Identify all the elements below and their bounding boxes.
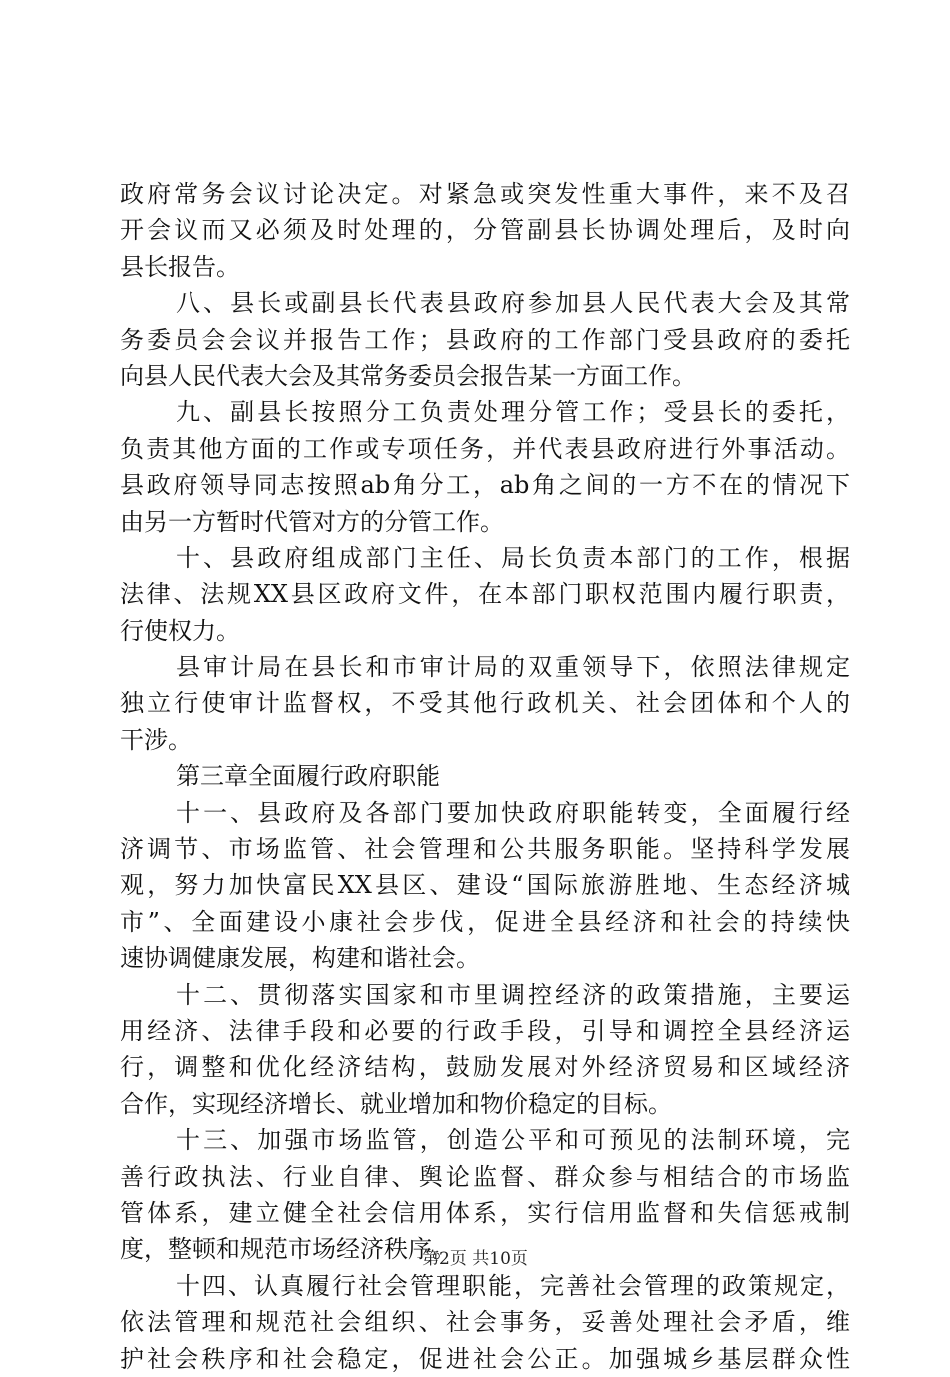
paragraph-first-line: 九、副县长按照分工负责处理分管工作；受县长的委托， (176, 398, 850, 427)
paragraph-line: 善行政执法、行业自律、舆论监督、群众参与相结合的市场监 (120, 1162, 850, 1191)
paragraph-line: 开会议而又必须及时处理的，分管副县长协调处理后，及时向 (120, 216, 850, 245)
paragraph-first-line: 十四、认真履行社会管理职能，完善社会管理的政策规定， (176, 1271, 850, 1300)
paragraph-first-line: 十、县政府组成部门主任、局长负责本部门的工作，根据 (176, 543, 850, 572)
paragraph-line: 法律、法规XX县区政府文件，在本部门职权范围内履行职责， (120, 580, 850, 609)
paragraph-line: 市”、全面建设小康社会步伐，促进全县经济和社会的持续快 (120, 907, 850, 936)
paragraph-first-line: 十一、县政府及各部门要加快政府职能转变，全面履行经 (176, 798, 850, 827)
page-number-footer: 第2页 共10页 (422, 1249, 528, 1269)
paragraph-line: 合作，实现经济增长、就业增加和物价稳定的目标。 (120, 1089, 672, 1118)
paragraph-line: 政府常务会议讨论决定。对紧急或突发性重大事件，来不及召 (120, 180, 850, 208)
paragraph-line: 用经济、法律手段和必要的行政手段，引导和调控全县经济运 (120, 1016, 850, 1045)
paragraph-first-line: 十三、加强市场监管，创造公平和可预见的法制环境，完 (176, 1126, 850, 1155)
paragraph-line: 管体系，建立健全社会信用体系，实行信用监督和失信惩戒制 (120, 1198, 850, 1227)
paragraph-line: 度，整顿和规范市场经济秩序。 (120, 1235, 456, 1264)
paragraph-first-line: 第三章全面履行政府职能 (176, 762, 440, 791)
paragraph-line: 独立行使审计监督权，不受其他行政机关、社会团体和个人的 (120, 689, 850, 718)
document-body (120, 176, 850, 1377)
paragraph-line: 向县人民代表大会及其常务委员会报告某一方面工作。 (120, 361, 696, 390)
paragraph-line: 护社会秩序和社会稳定，促进社会公正。加强城乡基层群众性 (120, 1344, 850, 1373)
paragraph-line: 负责其他方面的工作或专项任务，并代表县政府进行外事活动。 (120, 434, 850, 463)
paragraph-line: 县长报告。 (120, 252, 240, 281)
paragraph-line: 行，调整和优化经济结构，鼓励发展对外经济贸易和区域经济 (120, 1053, 850, 1082)
paragraph-line: 务委员会会议并报告工作；县政府的工作部门受县政府的委托 (120, 325, 850, 354)
paragraph-line: 干涉。 (120, 725, 192, 754)
paragraph-line: 行使权力。 (120, 616, 240, 645)
paragraph-line: 济调节、市场监管、社会管理和公共服务职能。坚持科学发展 (120, 835, 850, 864)
paragraph-line: 观，努力加快富民XX县区、建设“国际旅游胜地、生态经济城 (120, 871, 850, 900)
paragraph-first-line: 十二、贯彻落实国家和市里调控经济的政策措施，主要运 (176, 980, 850, 1009)
paragraph-first-line: 八、县长或副县长代表县政府参加县人民代表大会及其常 (176, 289, 850, 318)
paragraph-line: 速协调健康发展，构建和谐社会。 (120, 944, 480, 973)
paragraph-line: 县政府领导同志按照ab角分工，ab角之间的一方不在的情况下 (120, 471, 850, 500)
paragraph-line: 依法管理和规范社会组织、社会事务，妥善处理社会矛盾，维 (120, 1308, 850, 1337)
paragraph-line: 由另一方暂时代管对方的分管工作。 (120, 507, 504, 536)
paragraph-first-line: 县审计局在县长和市审计局的双重领导下，依照法律规定 (176, 653, 850, 682)
